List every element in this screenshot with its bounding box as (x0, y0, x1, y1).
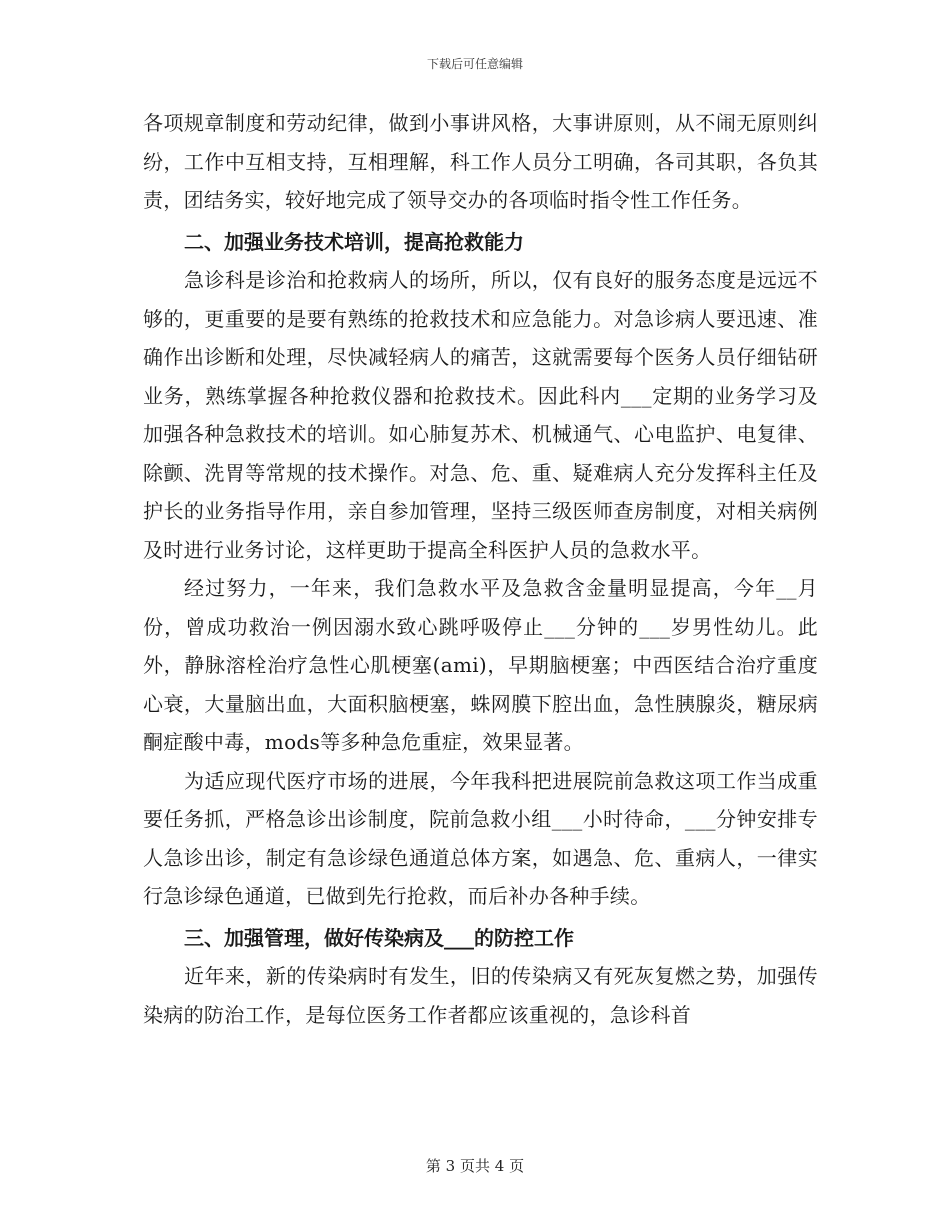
paragraph-1: 各项规章制度和劳动纪律，做到小事讲风格，大事讲原则，从不闹无原则纠纷，工作中互相支持，互相理解，科工作人员分工明确，各司其职，各负其责，团结务实，较好地完成了领导交办的各项临时指令性工作任务。 (143, 111, 818, 212)
page-header: 下载后可任意编辑 (426, 57, 523, 71)
paragraph-3: 经过努力，一年来，我们急救水平及急救含金量明显提高，今年__月份，曾成功救治一例因溺水致心跳呼吸停止___分钟的___岁男性幼儿。此外，静脉溶栓治疗急性心肌梗塞(ami)，早期脑梗塞；中西医结合治疗重度心衰，大量脑出血，大面积脑梗塞，蛛网膜下腔出血，急性胰腺炎，糖尿病酮症酸中毒，mods等多种急危重症，效果显著。 (143, 576, 818, 754)
paragraph-2: 急诊科是诊治和抢救病人的场所，所以，仅有良好的服务态度是远远不够的，更重要的是要有熟练的抢救技术和应急能力。对急诊病人要迅速、准确作出诊断和处理，尽快减轻病人的痛苦，这就需要每个医务人员仔细钻研业务，熟练掌握各种抢救仪器和抢救技术。因此科内___定期的业务学习及加强各种急救技术的培训。如心肺复苏术、机械通气、心电监护、电复律、除颤、洗胃等常规的技术操作。对急、危、重、疑难病人充分发挥科主任及护长的业务指导作用，亲自参加管理，坚持三级医师查房制度，对相关病例及时进行业务讨论，这样更助于提高全科医护人员的急救水平。 (143, 268, 818, 562)
document-body (143, 104, 818, 1034)
paragraph-5: 近年来，新的传染病时有发生，旧的传染病又有死灰复燃之势，加强传染病的防治工作，是每位医务工作者都应该重视的，急诊科首 (143, 964, 818, 1027)
page-footer: 第 3 页共 4 页 (425, 1157, 525, 1175)
paragraph-4: 为适应现代医疗市场的进展，今年我科把进展院前急救这项工作当成重要任务抓，严格急诊出诊制度，院前急救小组___小时待命，___分钟安排专人急诊出诊，制定有急诊绿色通道总体方案，如遇急、危、重病人，一律实行急诊绿色通道，已做到先行抢救，而后补办各种手续。 (143, 768, 818, 908)
section-heading-3: 三、加强管理，做好传染病及___的防控工作 (184, 925, 574, 950)
section-heading-2: 二、加强业务技术培训，提高抢救能力 (184, 229, 524, 254)
